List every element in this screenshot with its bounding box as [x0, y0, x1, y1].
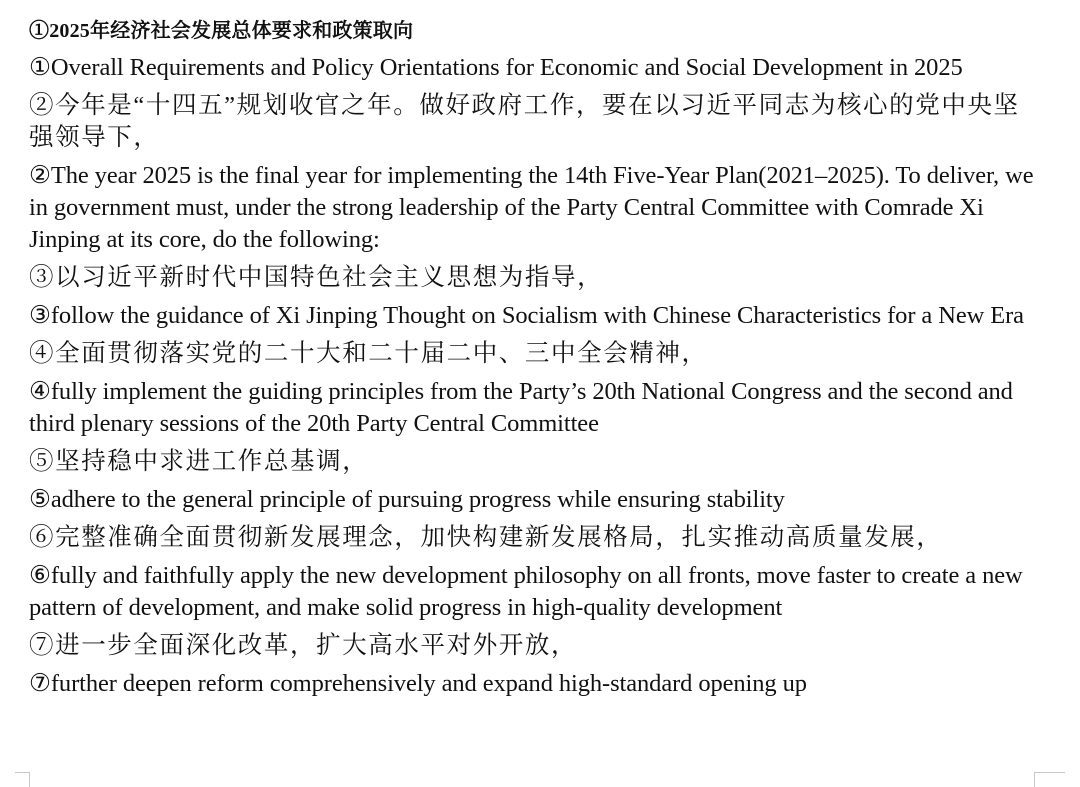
paragraph-3-en: ③follow the guidance of Xi Jinping Thought on Socialism with Chinese Characteristics for a New Era — [29, 302, 1024, 329]
paragraph-6-zh: ⑥完整准确全面贯彻新发展理念，加快构建新发展格局，扎实推动高质量发展， — [29, 524, 943, 551]
section-heading-zh: ①2025年经济社会发展总体要求和政策取向 — [29, 20, 414, 42]
section-heading-en: ①Overall Requirements and Policy Orientations for Economic and Social Development in 2025 — [29, 54, 963, 81]
paragraph-3-zh: ③以习近平新时代中国特色社会主义思想为指导， — [29, 264, 604, 291]
page-corner-mark-left — [15, 772, 30, 787]
paragraph-4-en: ④fully implement the guiding principles from the Party’s 20th National Congress and the second and third plenary sessions of the 20th Party Central Committee — [29, 378, 1013, 437]
paragraph-6-en: ⑥fully and faithfully apply the new development philosophy on all fronts, move faster to create a new pattern of development, and make solid progress in high-quality development — [29, 562, 1023, 621]
paragraph-7-en: ⑦further deepen reform comprehensively and expand high-standard opening up — [29, 670, 807, 697]
paragraph-7-zh: ⑦进一步全面深化改革，扩大高水平对外开放， — [29, 632, 578, 659]
paragraph-2-zh: ②今年是“十四五”规划收官之年。做好政府工作，要在以习近平同志为核心的党中央坚强领导下， — [29, 92, 1020, 151]
paragraph-4-zh: ④全面贯彻落实党的二十大和二十届二中、三中全会精神， — [29, 340, 708, 367]
paragraph-5-en: ⑤adhere to the general principle of pursuing progress while ensuring stability — [29, 486, 785, 513]
paragraph-5-zh: ⑤坚持稳中求进工作总基调， — [29, 448, 369, 475]
document-body — [29, 16, 1039, 706]
paragraph-2-en: ②The year 2025 is the final year for implementing the 14th Five-Year Plan(2021–2025). To deliver, we in government must, under the strong leadership of the Party Central Committee with Comrade Xi Jinping at its core, do the following: — [29, 162, 1034, 253]
page-corner-mark-right — [1034, 772, 1065, 787]
